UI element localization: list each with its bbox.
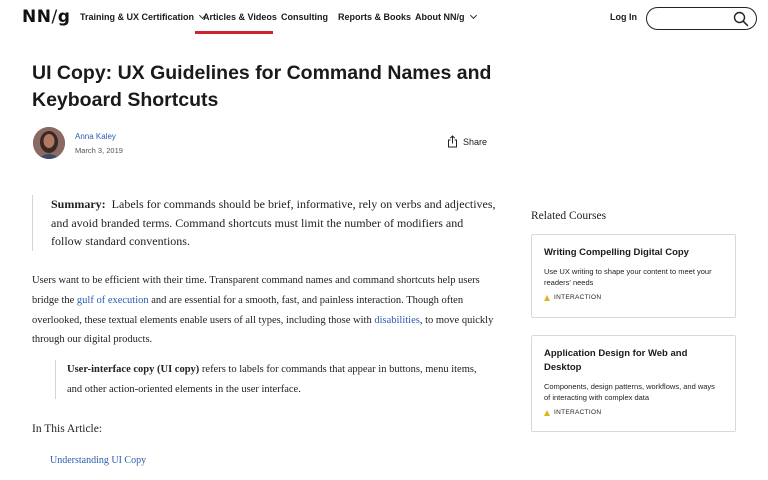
course-description: Use UX writing to shape your content to meet your readers' needs <box>544 267 712 287</box>
avatar-image <box>33 127 65 159</box>
article-title: UI Copy: UX Guidelines for Command Names and Keyboard Shortcuts <box>32 62 492 111</box>
disabilities-link[interactable]: disabilities <box>374 314 420 326</box>
chevron-down-icon <box>469 12 476 19</box>
article-summary <box>32 195 497 251</box>
share-icon <box>447 135 458 148</box>
site-header <box>0 0 768 36</box>
toc-item-cut-off: ▔▔▔▔▔▔▔▔ <box>50 472 112 480</box>
callout-term: User-interface copy (UI copy) <box>67 364 200 375</box>
course-tag: INTERACTION <box>544 294 723 301</box>
course-card-writing-compelling-digital-copy[interactable] <box>531 234 736 318</box>
gulf-of-execution-link[interactable]: gulf of execution <box>76 294 149 306</box>
warning-triangle-icon <box>544 295 550 301</box>
table-of-contents <box>50 455 146 466</box>
course-description: Components, design patterns, workflows, and ways of interacting with complex data <box>544 382 715 402</box>
nav-reports-books[interactable]: Reports & Books <box>338 12 412 22</box>
course-card-application-design[interactable] <box>531 335 736 432</box>
summary-text: Labels for commands should be brief, informative, rely on verbs and adjectives, and avoid branded terms. Command shortcuts must limit the number of modifiers and follow standard conventions. <box>51 197 496 248</box>
nav-training-certification[interactable]: Training & UX Certification <box>80 12 205 22</box>
search-input[interactable] <box>657 11 729 26</box>
search-icon[interactable] <box>733 11 749 27</box>
summary-label: Summary: <box>51 197 106 211</box>
nav-about-nng[interactable]: About NN/g <box>415 12 476 22</box>
course-title: Application Design for Web and Desktop <box>544 348 688 373</box>
search-box[interactable] <box>646 7 757 30</box>
share-label: Share <box>463 136 488 147</box>
course-tag: INTERACTION <box>544 409 723 416</box>
definition-callout <box>55 360 485 399</box>
author-name-link[interactable]: Anna Kaley <box>75 132 116 141</box>
author-avatar[interactable] <box>33 127 65 159</box>
nav-articles-videos[interactable]: Articles & Videos <box>203 12 277 22</box>
toc-heading: In This Article: <box>32 423 103 435</box>
intro-paragraph: Users want to be efficient with their time. Transparent command names and command shortcuts help users bridge the gulf of execution and are essential for a smooth, fast, and painless interaction. Though often overlooked, these textual elements enable users of all types, including those with disabilities, to move quickly through our digital products. <box>32 275 494 346</box>
related-courses-heading: Related Courses <box>531 210 607 222</box>
toc-item-understanding-ui-copy[interactable]: Understanding UI Copy <box>50 455 147 466</box>
course-title: Writing Compelling Digital Copy <box>544 247 689 258</box>
active-nav-indicator <box>195 31 273 34</box>
callout-text: refers to labels for commands that appear in buttons, menu items, and other action-oriented elements in the user interface. <box>67 364 477 395</box>
warning-triangle-icon <box>544 410 550 416</box>
login-link[interactable]: Log In <box>610 12 637 22</box>
publish-date: March 3, 2019 <box>75 146 123 155</box>
nng-logo[interactable]: NN/g <box>22 7 71 27</box>
nav-consulting[interactable]: Consulting <box>281 12 328 22</box>
share-button[interactable] <box>447 135 487 148</box>
